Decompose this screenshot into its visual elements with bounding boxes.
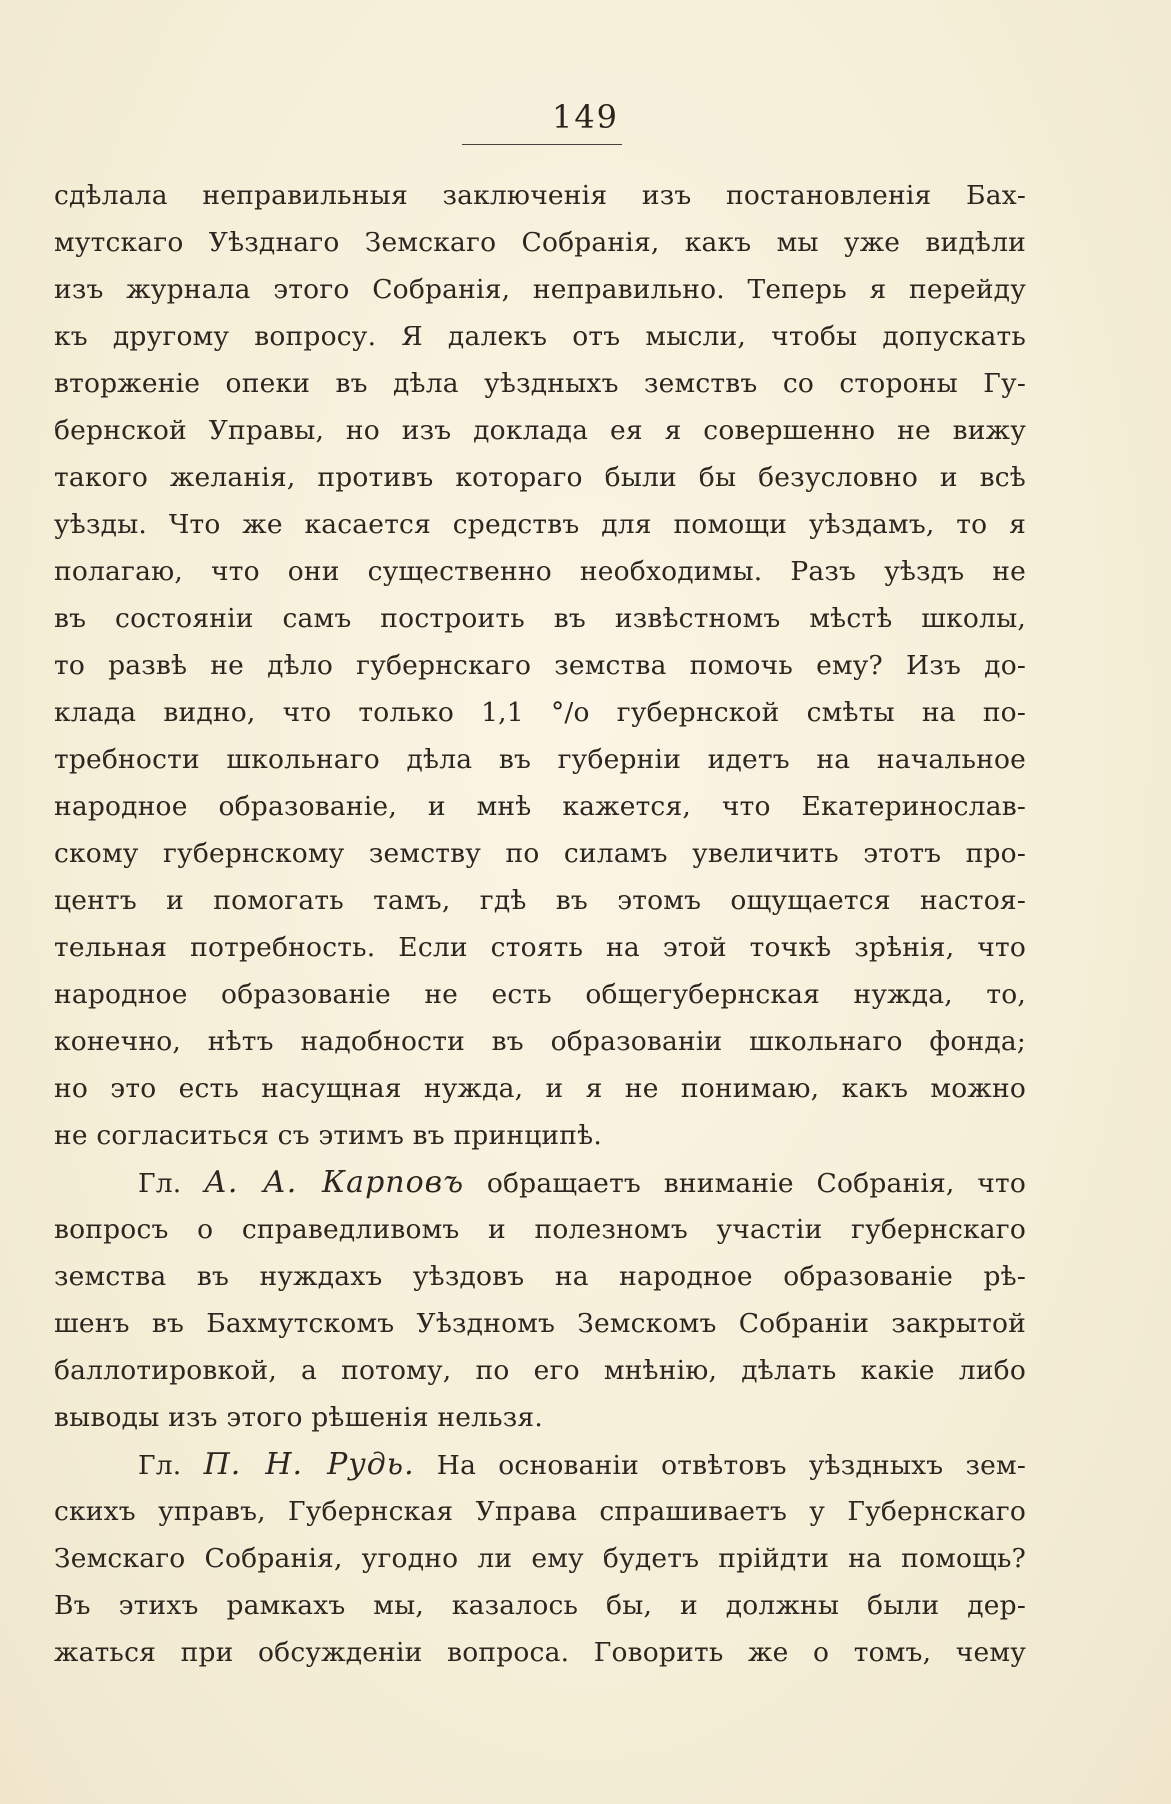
- text-line: такого желанія, противъ котораго были бы безусловно и всѣ: [54, 462, 1026, 493]
- speaker-name-karpov: А. А. Карповъ: [204, 1165, 465, 1200]
- text-line: скихъ управъ, Губернская Управа спрашиваетъ у Губернскаго: [54, 1496, 1026, 1527]
- text-line: Въ этихъ рамкахъ мы, казалось бы, и должны были дер-: [54, 1590, 1026, 1621]
- text-line: то развѣ не дѣло губернскаго земства помочь ему? Изъ до-: [54, 650, 1026, 681]
- karpov-first-line-text: обращаетъ вниманіе Собранія, что: [486, 1168, 1026, 1199]
- text-line: народное образованіе, и мнѣ кажется, что Екатеринослав-: [54, 791, 1026, 822]
- text-line: центъ и помогать тамъ, гдѣ въ этомъ ощущается настоя-: [54, 885, 1026, 916]
- text-line: изъ журнала этого Собранія, неправильно. Теперь я перейду: [54, 274, 1026, 305]
- text-line: бернской Управы, но изъ доклада ея я совершенно не вижу: [54, 415, 1026, 446]
- speaker-name-rud: П. Н. Рудь.: [203, 1447, 415, 1482]
- text-line: мутскаго Уѣзднаго Земскаго Собранія, какъ мы уже видѣли: [54, 227, 1026, 258]
- text-line: клада видно, что только 1,1 °/о губернской смѣты на по-: [54, 697, 1026, 728]
- text-line: вопросъ о справедливомъ и полезномъ участіи губернскаго: [54, 1214, 1026, 1245]
- rud-prefix: Гл.: [138, 1450, 182, 1481]
- text-line: шенъ въ Бахмутскомъ Уѣздномъ Земскомъ Собраніи закрытой: [54, 1308, 1026, 1339]
- text-line: земства въ нуждахъ уѣздовъ на народное образованіе рѣ-: [54, 1261, 1026, 1292]
- header-rule: [462, 144, 622, 145]
- text-line: требности школьнаго дѣла въ губерніи идетъ на начальное: [54, 744, 1026, 775]
- text-line: вторженіе опеки въ дѣла уѣздныхъ земствъ со стороны Гу-: [54, 368, 1026, 399]
- text-line: не согласиться съ этимъ въ принципѣ.: [54, 1120, 602, 1151]
- page-number: 149: [551, 98, 620, 136]
- text-line: конечно, нѣтъ надобности въ образованіи школьнаго фонда;: [54, 1026, 1026, 1057]
- rud-first-line: [54, 1441, 1026, 1488]
- text-line: къ другому вопросу. Я далекъ отъ мысли, чтобы допускать: [54, 321, 1026, 352]
- text-line: жаться при обсужденіи вопроса. Говорить же о томъ, чему: [54, 1637, 1026, 1668]
- text-line: но это есть насущная нужда, и я не понимаю, какъ можно: [54, 1073, 1026, 1104]
- text-line: Земскаго Собранія, угодно ли ему будетъ прійдти на помощь?: [54, 1543, 1026, 1574]
- body-text: [54, 172, 1026, 1676]
- text-line: тельная потребность. Если стоять на этой точкѣ зрѣнія, что: [54, 932, 1026, 963]
- text-line: въ состояніи самъ построить въ извѣстномъ мѣстѣ школы,: [54, 603, 1026, 634]
- text-line: народное образованіе не есть общегубернская нужда, то,: [54, 979, 1026, 1010]
- text-line: уѣзды. Что же касается средствъ для помощи уѣздамъ, то я: [54, 509, 1026, 540]
- text-line: полагаю, что они существенно необходимы. Разъ уѣздъ не: [54, 556, 1026, 587]
- text-line: сдѣлала неправильныя заключенія изъ постановленія Бах-: [54, 180, 1026, 211]
- text-line: выводы изъ этого рѣшенія нельзя.: [54, 1402, 543, 1433]
- karpov-prefix: Гл.: [138, 1168, 182, 1199]
- rud-first-line-text: На основаніи отвѣтовъ уѣздныхъ зем-: [436, 1450, 1026, 1481]
- karpov-first-line: [54, 1159, 1026, 1206]
- text-line: баллотировкой, а потому, по его мнѣнію, дѣлать какіе либо: [54, 1355, 1026, 1386]
- text-line: скому губернскому земству по силамъ увеличить этотъ про-: [54, 838, 1026, 869]
